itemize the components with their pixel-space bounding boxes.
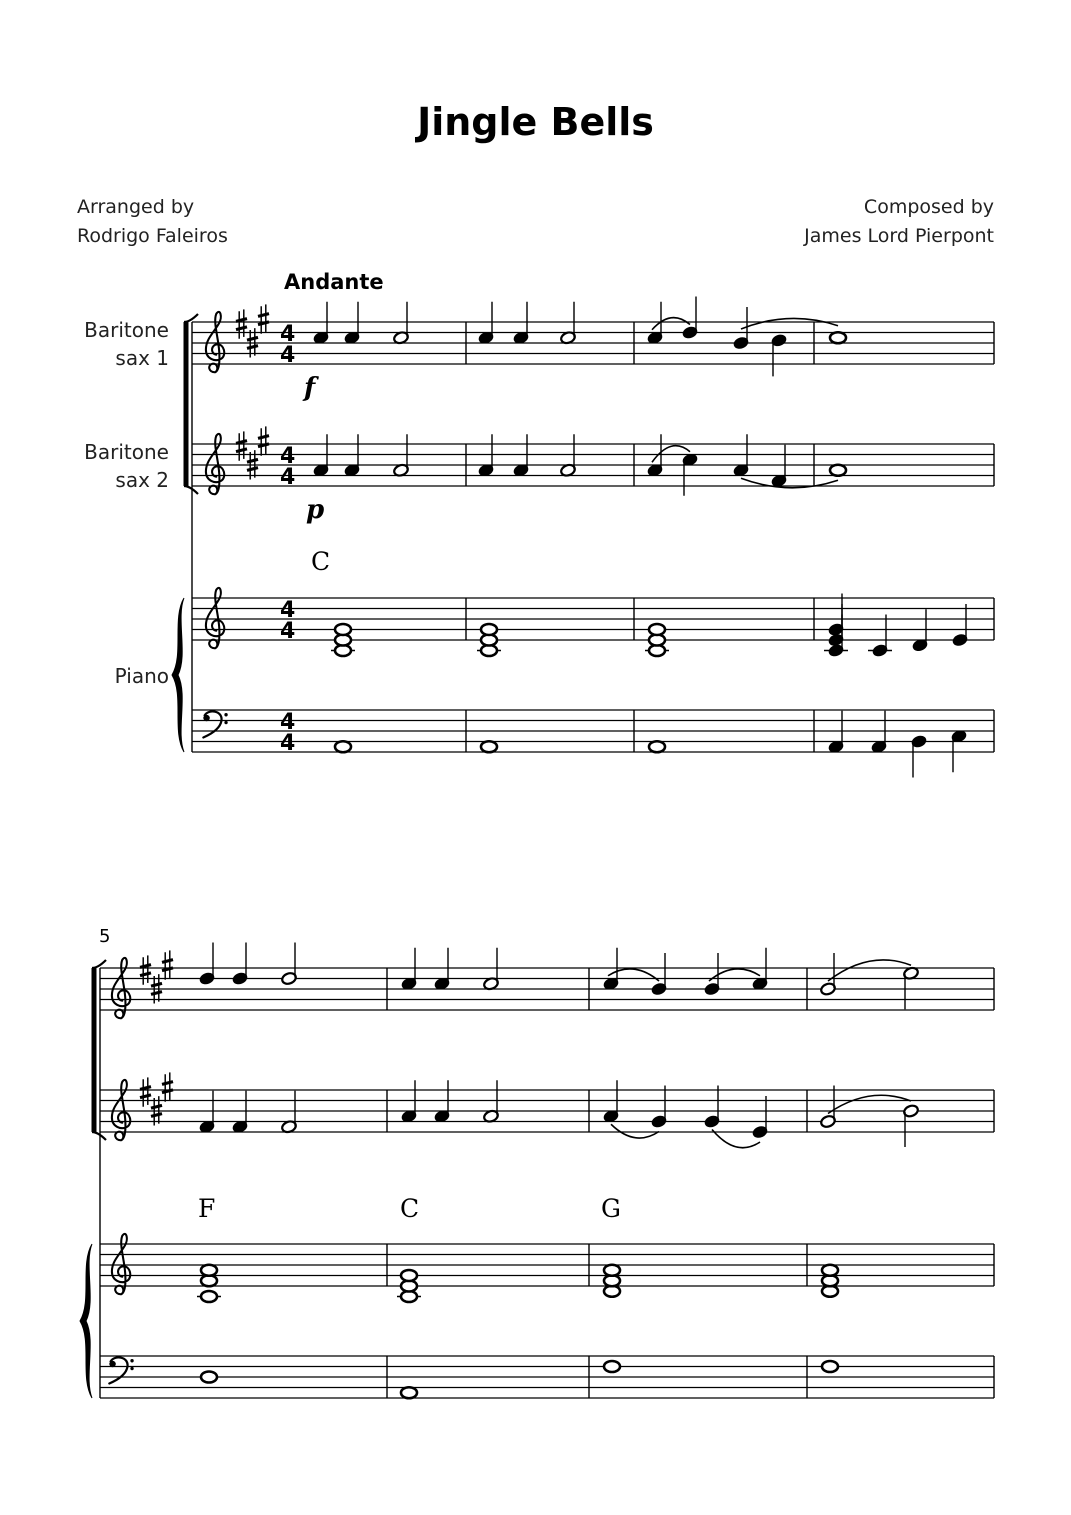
treble-clef xyxy=(112,958,130,1018)
treble-clef xyxy=(112,1234,130,1294)
time-signature-numerator: 4 xyxy=(280,444,296,469)
whole-note xyxy=(481,624,497,635)
whole-note xyxy=(335,741,351,752)
sharp-accidental xyxy=(162,1072,173,1101)
piano-brace xyxy=(172,598,184,752)
whole-note xyxy=(830,465,846,476)
sharp-accidental xyxy=(140,1077,151,1106)
time-signature-denominator: 4 xyxy=(280,731,296,756)
composer-label: Composed by xyxy=(863,196,994,218)
whole-note xyxy=(335,624,351,635)
sharp-accidental xyxy=(258,304,269,333)
sharp-accidental xyxy=(236,309,247,338)
slur xyxy=(652,318,690,330)
whole-note xyxy=(481,741,497,752)
slur xyxy=(709,969,760,981)
bass-clef xyxy=(109,1357,133,1383)
bracket-hook xyxy=(184,486,198,494)
bracket-hook xyxy=(184,314,198,322)
whole-note xyxy=(401,1387,417,1398)
sharp-accidental xyxy=(140,955,151,984)
whole-note xyxy=(604,1265,620,1276)
sharp-accidental xyxy=(162,950,173,979)
treble-clef xyxy=(112,1080,130,1140)
instrument-label-sax2: Baritone xyxy=(84,440,169,464)
time-signature-numerator: 4 xyxy=(280,322,296,347)
time-signature-numerator: 4 xyxy=(280,598,296,623)
arranger-label: Arranged by xyxy=(77,196,195,218)
whole-note xyxy=(822,1361,838,1372)
treble-clef xyxy=(206,434,224,494)
chord-symbol-f: F xyxy=(198,1194,216,1223)
dynamic-forte: f xyxy=(304,373,316,403)
arranger-name: Rodrigo Faleiros xyxy=(77,225,228,247)
whole-note xyxy=(201,1265,217,1276)
whole-note xyxy=(201,1372,217,1383)
time-signature-denominator: 4 xyxy=(280,619,296,644)
music-notation xyxy=(80,297,994,1399)
dynamic-piano: p xyxy=(306,495,325,525)
slur xyxy=(611,1124,659,1138)
treble-clef xyxy=(206,312,224,372)
instrument-label-sax2-line2: sax 2 xyxy=(115,468,169,492)
tempo-marking: Andante xyxy=(284,270,384,294)
whole-note xyxy=(401,1270,417,1281)
time-signature-denominator: 4 xyxy=(280,343,296,368)
whole-note xyxy=(830,332,846,343)
composer-name: James Lord Pierpont xyxy=(804,225,994,247)
piano-brace xyxy=(80,1244,92,1398)
time-signature-numerator: 4 xyxy=(280,710,296,735)
instrument-label-piano: Piano xyxy=(114,664,169,688)
whole-note xyxy=(604,1361,620,1372)
instrument-label-sax1: Baritone xyxy=(84,318,169,342)
treble-clef xyxy=(206,588,224,648)
chord-symbol-c: C xyxy=(311,547,331,576)
sharp-accidental xyxy=(258,426,269,455)
slur xyxy=(741,318,838,329)
time-signature-denominator: 4 xyxy=(280,465,296,490)
bracket-hook xyxy=(92,1132,106,1140)
chord-symbol-c-2: C xyxy=(400,1194,420,1223)
bracket-hook xyxy=(92,960,106,968)
bass-clef xyxy=(203,711,227,737)
whole-note xyxy=(201,1291,217,1302)
chord-symbol-g: G xyxy=(601,1194,621,1223)
whole-note xyxy=(649,741,665,752)
slur xyxy=(828,960,911,981)
instrument-label-sax1-line2: sax 1 xyxy=(115,346,169,370)
measure-number: 5 xyxy=(99,926,111,947)
score-title: Jingle Bells xyxy=(417,100,654,144)
whole-note xyxy=(649,624,665,635)
sharp-accidental xyxy=(236,431,247,460)
whole-note xyxy=(822,1265,838,1276)
